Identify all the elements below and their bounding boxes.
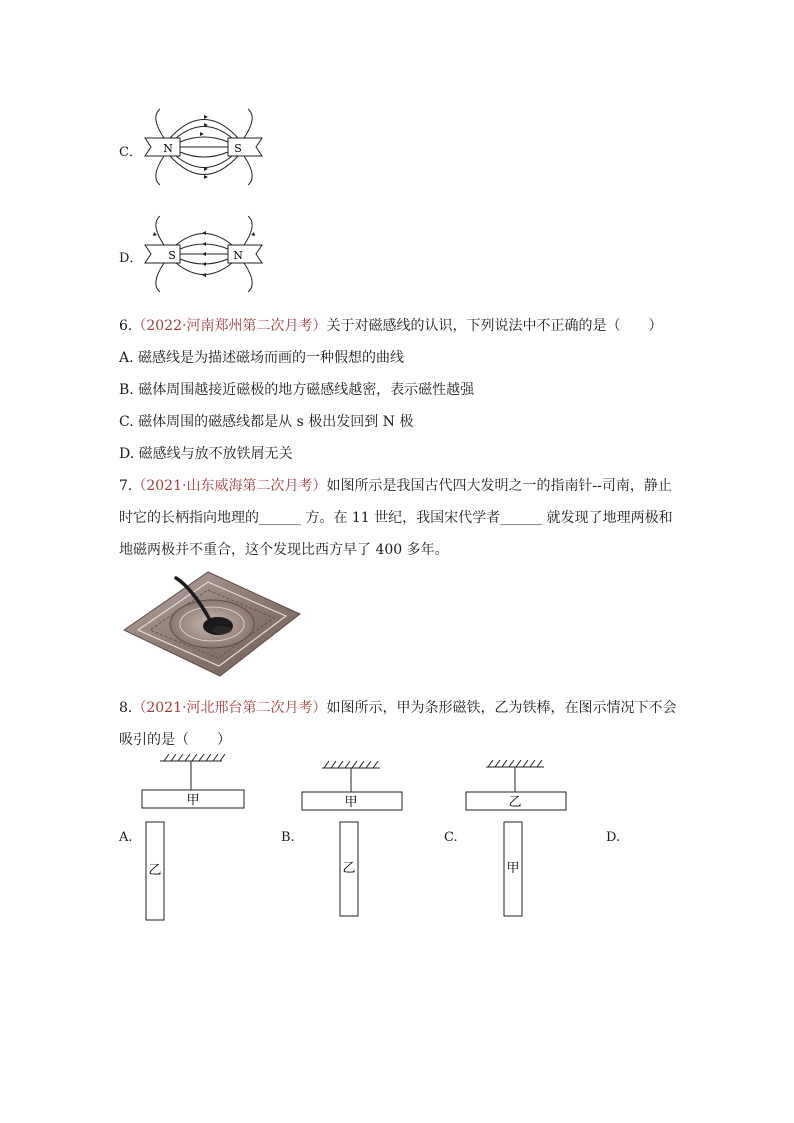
q8-b-top-label: 甲 [344, 795, 358, 810]
q8-source: （2021·河北邢台第二次月考） [132, 700, 327, 716]
q5-c-left-pole: N [163, 142, 173, 155]
q8-c-bottom-label: 甲 [506, 861, 520, 876]
q8-diagram-b [300, 752, 410, 924]
q5-option-c-diagram [140, 105, 270, 190]
q5-option-d-label: D． [119, 251, 143, 266]
q7-stem [119, 475, 672, 495]
q5-d-left-pole: S [168, 249, 176, 262]
q5-option-c-label: C． [119, 145, 142, 160]
q8-option-c-label: C. [444, 830, 458, 845]
q6-stem-text: 关于对磁感线的认识，下列说法中不正确的是（ ） [326, 318, 663, 334]
q6-number: 6. [119, 318, 133, 334]
q6-choice-a: A. 磁感线是为描述磁场而画的一种假想的曲线 [119, 350, 405, 366]
q7-number: 7. [119, 478, 133, 494]
q7-stem-line3: 地磁两极并不重合，这个发现比西方早了 400 多年。 [119, 542, 449, 558]
q8-stem [119, 697, 676, 717]
q8-diagram-c [464, 752, 574, 924]
q8-a-top-label: 甲 [186, 793, 200, 808]
q6-stem [119, 315, 662, 335]
q8-option-b-label: B. [281, 830, 295, 845]
q8-option-a-label: A. [119, 830, 133, 845]
sinan-compass-image [120, 568, 305, 680]
q8-stem-line1: 如图所示，甲为条形磁铁，乙为铁棒，在图示情况下不会 [326, 700, 677, 716]
q8-number: 8. [119, 700, 133, 716]
q8-a-bottom-label: 乙 [148, 863, 162, 878]
q6-choice-b: B. 磁体周围越接近磁极的地方磁感线越密，表示磁性越强 [119, 382, 475, 398]
q7-stem-line2: 时它的长柄指向地理的______ 方。在 11 世纪，我国宋代学者______ 就发现了地理两极和 [119, 510, 673, 526]
q8-diagram-a [140, 752, 250, 924]
q8-option-d-label: D. [606, 830, 621, 845]
q6-choice-c: C. 磁体周围的磁感线都是从 s 极出发回到 N 极 [119, 414, 414, 430]
q7-source: （2021·山东威海第二次月考） [132, 478, 327, 494]
q8-b-bottom-label: 乙 [342, 861, 356, 876]
q6-choice-d: D. 磁感线与放不放铁屑无关 [119, 446, 293, 462]
q8-c-top-label: 乙 [508, 795, 522, 810]
q5-d-right-pole: N [233, 249, 243, 262]
q5-c-right-pole: S [234, 142, 242, 155]
q5-option-d-diagram [140, 212, 270, 297]
q8-stem-line2: 吸引的是（ ） [119, 732, 231, 748]
q7-stem-line1: 如图所示是我国古代四大发明之一的指南针--司南，静止 [326, 478, 672, 494]
q6-source: （2022·河南郑州第二次月考） [132, 318, 327, 334]
